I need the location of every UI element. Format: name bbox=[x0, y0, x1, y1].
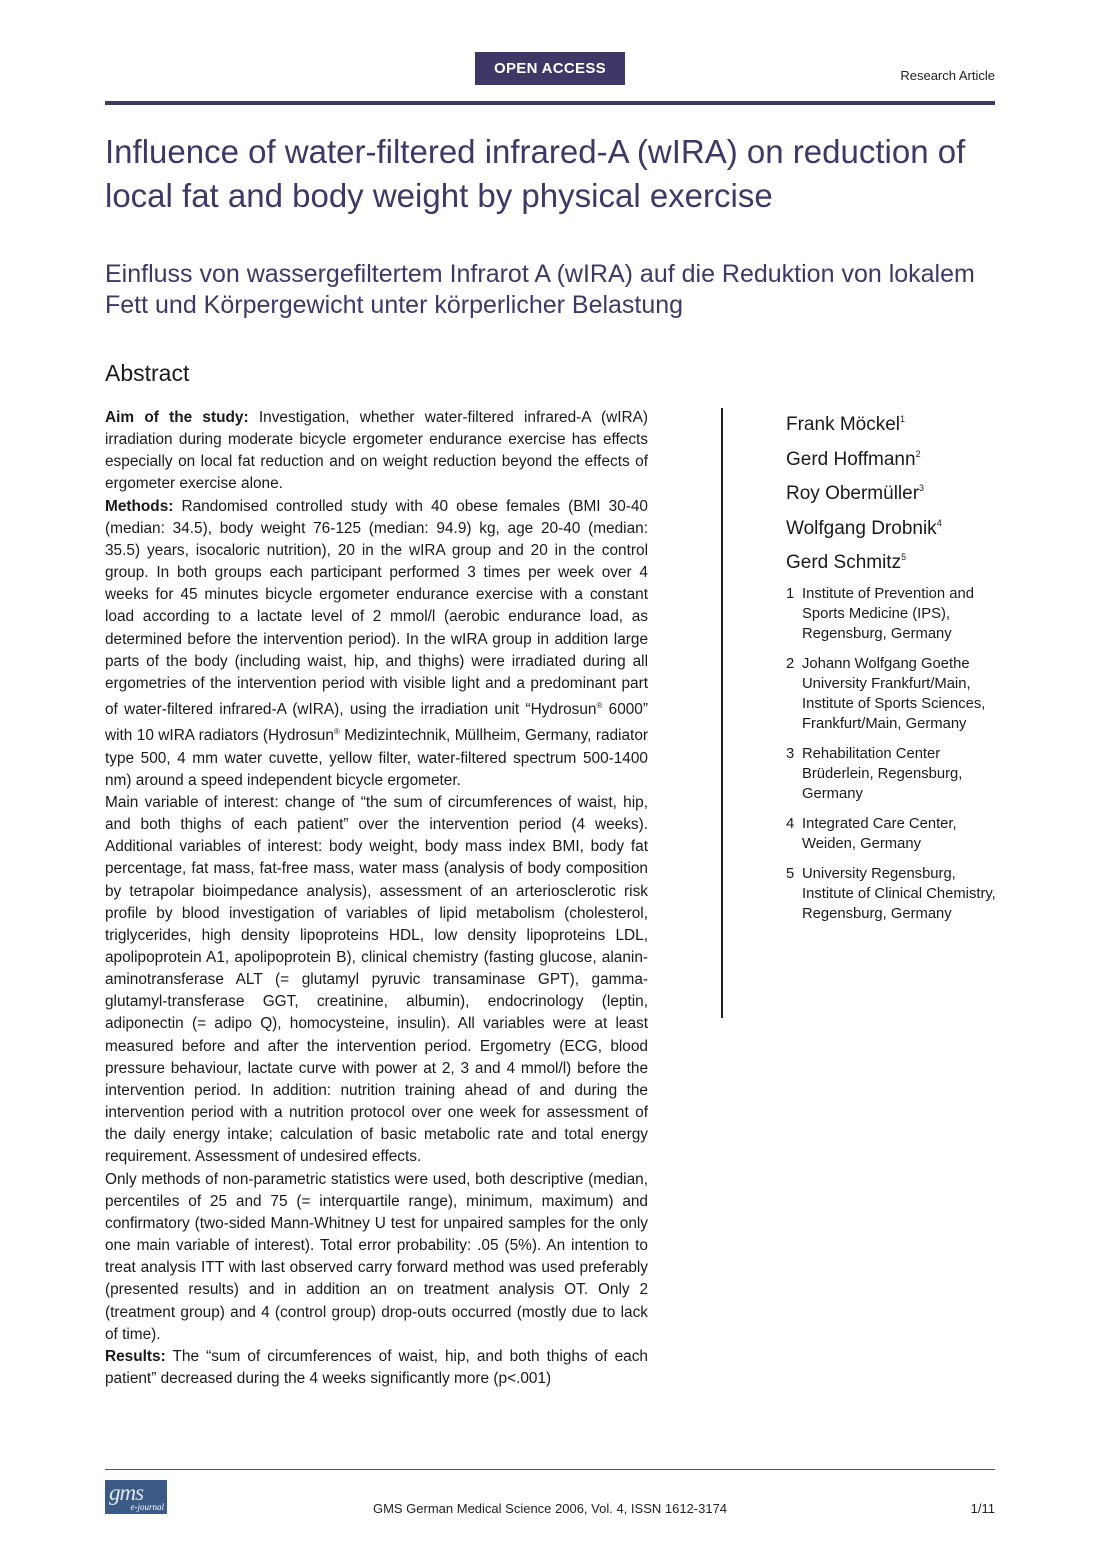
abstract-heading: Abstract bbox=[105, 360, 190, 386]
affiliation-number: 4 bbox=[786, 816, 795, 832]
author-name: Roy Obermüller bbox=[786, 483, 920, 505]
affiliation-line: University Frankfurt/Main, bbox=[802, 676, 971, 692]
author-item bbox=[786, 440, 942, 475]
article-subtitle-german: Einfluss von wassergefiltertem Infrarot A (wIRA) auf die Reduktion von lokalem Fett und Körpergewicht unter körperlicher Belastung bbox=[105, 260, 975, 319]
affiliation-number: 3 bbox=[786, 746, 795, 762]
author-name: Frank Möckel bbox=[786, 414, 901, 435]
affiliation-item bbox=[786, 654, 1011, 734]
affiliation-line: Germany bbox=[802, 786, 863, 802]
affiliation-text bbox=[802, 584, 974, 644]
abstract-statistics-paragraph: Only methods of non-parametric statistics were used, both descriptive (median, percentiles of 25 and 75 (= interquartile range), minimum, maximum) and confirmatory (two-sided Mann-Whitney U test for unpaired samples for the only one main variable of interest). Total error probability: .05 (5%). An intention to treat analysis ITT with last observed carry forward method was used preferably (presented results) and in addition an on treatment analysis OT. Only 2 (treatment group) and 4 (control group) drop-outs occurred (mostly due to lack of time). bbox=[105, 1170, 648, 1343]
abstract-body bbox=[105, 407, 648, 1390]
abstract-results-paragraph bbox=[105, 1346, 648, 1390]
methods-text-3: Medizintechnik, Müllheim, Germany, radiator type 500, 4 mm water cuvette, yellow filter, water-filtered spectrum 500-1400 nm) around a speed independent bicycle ergometer. bbox=[105, 727, 648, 789]
article-title: Influence of water-filtered infrared-A (wIRA) on reduction of local fat and body weight by physical exercise bbox=[105, 133, 966, 214]
footer-rule bbox=[105, 1469, 995, 1470]
affiliation-item bbox=[786, 814, 1011, 854]
open-access-badge: OPEN ACCESS bbox=[475, 52, 625, 85]
column-divider bbox=[721, 408, 723, 1018]
author-item bbox=[786, 509, 942, 544]
author-affiliation-ref: 2 bbox=[915, 448, 921, 459]
author-name: Gerd Hoffmann bbox=[786, 448, 916, 470]
affiliation-line: Regensburg, Germany bbox=[802, 626, 952, 642]
registered-mark: ® bbox=[333, 727, 340, 737]
affiliation-text bbox=[802, 654, 985, 734]
methods-label: Methods: bbox=[105, 497, 174, 515]
affiliation-text bbox=[802, 744, 962, 804]
affiliation-line: Rehabilitation Center bbox=[802, 746, 941, 762]
affiliation-number: 5 bbox=[786, 866, 795, 882]
affiliation-text bbox=[802, 864, 996, 924]
results-label: Results: bbox=[105, 1347, 166, 1365]
affiliation-line: Weiden, Germany bbox=[802, 836, 921, 852]
logo-subtext: e-journal bbox=[130, 1502, 164, 1512]
affiliation-line: University Regensburg, bbox=[802, 866, 956, 882]
author-item bbox=[786, 474, 942, 509]
affiliation-line: Institute of Prevention and bbox=[802, 586, 974, 602]
journal-citation: GMS German Medical Science 2006, Vol. 4, ISSN 1612-3174 bbox=[372, 1501, 728, 1516]
author-affiliation-ref: 5 bbox=[901, 552, 907, 563]
affiliation-line: Brüderlein, Regensburg, bbox=[802, 766, 963, 782]
affiliation-line: Integrated Care Center, bbox=[802, 816, 957, 832]
methods-text-1: Randomised controlled study with 40 obese females (BMI 30-40 (median: 34.5), body weight 76-125 (median: 94.9) kg, age 20-40 (median: 35.5) years, isocaloric nutrition), 20 in the wIRA group and 20 in the control group. In both groups each participant performed 3 times per week over 4 weeks for 45 minutes bicycle ergometer endurance exercise with a constant load according to a lactate level of 2 mmol/l (aerobic endurance load, as determined before the intervention period). In the wIRA group in addition large parts of the body (including waist, hip, and thighs) were irradiated during all ergometries of the intervention period with visible light and a predominant part of water-filtered infrared-A (wIRA), using the irradiation unit “Hydrosun bbox=[105, 497, 648, 719]
author-name: Wolfgang Drobnik bbox=[786, 517, 937, 539]
author-affiliation-ref: 4 bbox=[936, 517, 942, 528]
affiliation-list bbox=[786, 584, 1011, 934]
author-item bbox=[786, 405, 942, 440]
author-item bbox=[786, 543, 942, 578]
affiliation-line: Frankfurt/Main, Germany bbox=[802, 716, 967, 732]
affiliation-number: 1 bbox=[786, 586, 795, 602]
affiliation-line: Sports Medicine (IPS), bbox=[802, 606, 951, 622]
author-affiliation-ref: 1 bbox=[900, 414, 906, 424]
article-type-label: Research Article bbox=[900, 68, 995, 83]
affiliation-item bbox=[786, 584, 1011, 644]
abstract-methods-paragraph bbox=[105, 496, 648, 792]
affiliation-line: Johann Wolfgang Goethe bbox=[802, 656, 970, 672]
affiliation-number: 2 bbox=[786, 656, 795, 672]
abstract-aim-paragraph bbox=[105, 407, 648, 496]
aim-text: Investigation, whether water-filtered infrared-A (wIRA) irradiation during moderate bicycle ergometer endurance exercise has effects especially on local fat reduction and on weight reduction beyond the effects of ergometer exercise alone. bbox=[105, 409, 648, 493]
abstract-main-variable-paragraph: Main variable of interest: change of “the sum of circumferences of waist, hip, and both thighs of each patient” over the intervention period (4 weeks). Additional variables of interest: body weight, body mass index BMI, body fat percentage, fat mass, fat-free mass, water mass (analysis of body composition by tetrapolar bioimpedance analysis), assessment of an arteriosclerotic risk profile by blood investigation of variables of lipid metabolism (cholesterol, triglycerides, high density lipoproteins HDL, low density lipoproteins LDL, apolipoprotein A1, apolipoprotein B), clinical chemistry (fasting glucose, alanin-aminotransferase ALT (= glutamyl pyruvic transaminase GPT), gamma-glutamyl-transferase GGT, creatinine, albumin), endocrinology (leptin, adiponectin (= adipo Q), homocysteine, insulin). All variables were at least measured before and after the intervention period. Ergometry (ECG, blood pressure behaviour, lactate curve with power at 2, 3 and 4 mmol/l) before the intervention period. In addition: nutrition training ahead of and during the intervention period with a nutrition protocol over one week for assessment of the daily energy intake; calculation of basic metabolic rate and total energy requirement. Assessment of undesired effects. bbox=[105, 793, 648, 1166]
affiliation-item bbox=[786, 864, 1011, 924]
affiliation-line: Regensburg, Germany bbox=[802, 906, 952, 922]
methods-text-2: 6000” with 10 wIRA radiators (Hydrosun bbox=[105, 701, 648, 745]
logo-wordmark: gms bbox=[109, 1480, 144, 1505]
author-name: Gerd Schmitz bbox=[786, 552, 902, 574]
affiliation-text bbox=[802, 814, 957, 854]
author-list bbox=[786, 405, 942, 578]
affiliation-line: Institute of Clinical Chemistry, bbox=[802, 886, 996, 902]
results-text: The “sum of circumferences of waist, hip, and both thighs of each patient” decreased during the 4 weeks significantly more (p<.001) bbox=[105, 1347, 648, 1387]
affiliation-item bbox=[786, 744, 1011, 804]
registered-mark: ® bbox=[596, 701, 603, 711]
header-rule bbox=[105, 101, 995, 105]
affiliation-line: Institute of Sports Sciences, bbox=[802, 696, 986, 712]
aim-label: Aim of the study: bbox=[105, 409, 249, 426]
author-affiliation-ref: 3 bbox=[919, 483, 925, 494]
page-number: 1/11 bbox=[970, 1501, 995, 1516]
